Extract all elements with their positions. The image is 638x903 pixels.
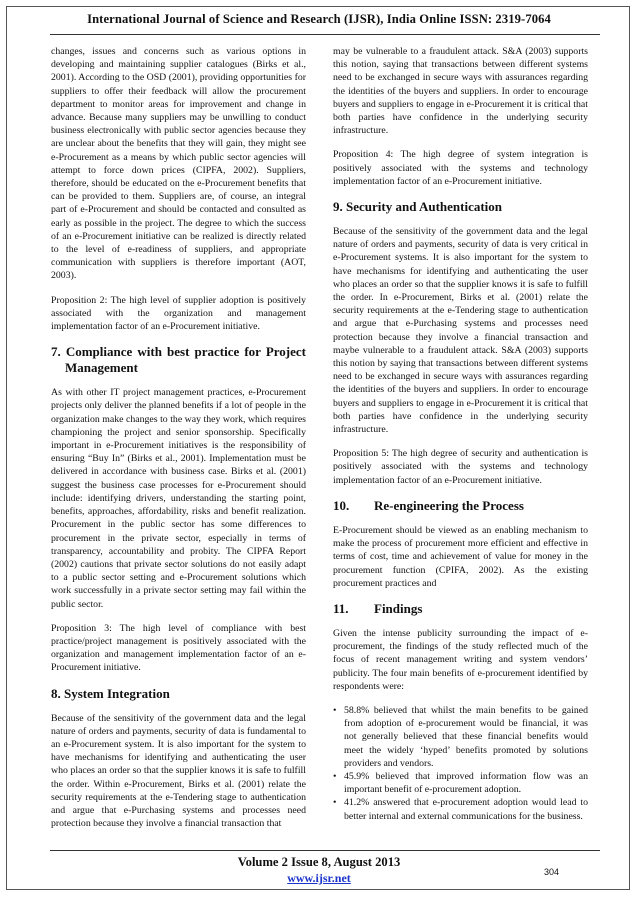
- section-7-paragraph: As with other IT project management practices, e-Procurement projects only deliver the planned benefits if a lot of people in the organization make changes to the way they work, which requires championing the project and senior sponsorship. Specifically important in e-Procurement initiatives is the responsibility of ensuring “Buy In” (Birks et al., 2001). Implementation must be delivered in accordance with business case. Birks et al. (2001) suggest the business case processes for e-Procurement should include: identifying drivers, understanding the starting point, benefits, approaches, affordability, risks and benefit realization. Procurement in the public sector has some differences to procurement in the private sector, especially in terms of transparency, accountability and probity. The CIPFA Report (2002) cautions that private sector solutions do not easily adapt to a public sector setting and e-Procurement solutions which work successfully in a private sector setting may fail within the public sector.: [51, 387, 306, 610]
- proposition-4: Proposition 4: The high degree of system integration is positively associated with the systems and technology implementation factor of an e-Procurement initiative.: [333, 149, 588, 187]
- list-item: • 45.9% believed that improved information flow was an important benefit of e-procurement adoption.: [333, 770, 588, 796]
- journal-header: International Journal of Science and Research (IJSR), India Online ISSN: 2319-7064: [87, 12, 551, 26]
- bullet-icon: •: [333, 797, 337, 809]
- section-11-title: Findings: [374, 600, 423, 616]
- proposition-2: Proposition 2: The high level of supplier adoption is positively associated with the organization and management implementation factor of an e-Procurement initiative.: [51, 294, 306, 333]
- section-9-heading: 9. Security and Authentication: [333, 199, 503, 215]
- left-column: [51, 45, 306, 841]
- header-rule: [50, 34, 600, 35]
- bullet-icon: •: [333, 770, 337, 782]
- list-item: • 41.2% answered that e-procurement adoption would lead to better internal and external communications for the business.: [333, 797, 588, 822]
- findings-list: [333, 704, 588, 823]
- page-number: 304: [544, 867, 560, 877]
- section-10-number: 10.: [333, 497, 350, 513]
- list-item: • 58.8% believed that whilst the main benefits to be gained from adoption of e-procurement would be financial, it was not generally believed that these financial benefits would meet the widely ‘hyped’ benefits promoted by solutions providers and vendors.: [333, 704, 588, 769]
- section-7-heading: 7. Compliance with best practice for Project Management: [51, 344, 306, 376]
- section-10-heading: [333, 498, 588, 514]
- section-8-paragraph: Because of the sensitivity of the government data and the legal nature of orders and payments, security of data is fundamental to an e-Procurement system. It is also important for the system to have mechanisms for identifying and authenticating the user who places an order so that the supplier knows it is safe to fulfill the order. Within e-Procurement, Birks et al. (2001) relate the security requirements at the e-Tendering stage to authentication and argue that e-Purchasing systems and processes need protection because they involve a financial transaction that: [51, 712, 306, 830]
- bullet-icon: •: [333, 704, 337, 716]
- footer-rule: [50, 850, 600, 851]
- left-paragraph-1: changes, issues and concerns such as various options in developing and maintaining supplier catalogues (Birks et al., 2001). According to the OSD (2001), providing opportunities for suppliers to offer their feedback will allow the procurement department to monitor areas for improvement and change in advance. Because many suppliers may be unwilling to conduct business electronically with public sector agencies because they are unclear about the benefits that they will gain, they might see e-Procurement as a means by which public sector agencies will attempt to force down prices (CIPFA, 2002). Suppliers, therefore, should be educated on the e-Procurement benefits that can be provided to them. Suppliers are, of course, an integral part of e-Procurement and should be contacted and consulted as early as possible in the project. The degree to which the success of an e-Procurement initiative can be realized is directly related to the level of e-readiness of suppliers, and appropriate communication with suppliers is therefore important (AOT, 2003).: [51, 46, 306, 282]
- section-11-paragraph: Given the intense publicity surrounding the impact of e-procurement, the findings of the study reflected much of the focus of recent management writing and system vendors’ publicity. The four main benefits of e-procurement identified by respondents were:: [333, 627, 588, 692]
- right-column: [333, 45, 588, 823]
- section-10-paragraph: E-Procurement should be viewed as an enabling mechanism to make the process of procurement more efficient and effective in terms of cost, time and achievement of value for money in the procurement function (CPIFA, 2002). As the existing procurement practices and: [333, 524, 588, 589]
- proposition-5: Proposition 5: The high degree of security and authentication is positively associated with the systems and technology implementation factor of an e-Procurement initiative.: [333, 448, 588, 486]
- section-8-heading: 8. System Integration: [51, 685, 170, 701]
- section-10-title: Re-engineering the Process: [374, 497, 524, 513]
- section-11-number: 11.: [333, 600, 349, 616]
- section-9-paragraph: Because of the sensitivity of the government data and the legal nature of orders and payments, security of data is very critical in e-Procurement systems. It is also important for the system to have mechanisms for identifying and authenticating the user who places an order so that the supplier knows it is safe to fulfill the order. In e-Procurement, Birks et al. (2001) relate the security requirements at the e-Tendering stage to authentication and argue that e-Purchasing systems and processes need protection because they involve a financial transaction and maybe vulnerable to a fraudulent attack. S&A (2003) supports this notion by saying that transactions between different systems need to be exchanged in secure ways with assurances regarding the identities of the buyers and suppliers. In order to encourage buyers and suppliers to engage in e-Procurement it is critical that both parties have confidence in the underlying security infrastructure.: [333, 226, 588, 436]
- footer-url-link[interactable]: www.ijsr.net: [287, 871, 351, 885]
- right-paragraph-1: may be vulnerable to a fraudulent attack. S&A (2003) supports this notion, saying that transactions between different systems need to be exchanged in secure ways with assurances regarding the identities of the buyers and suppliers. In order to encourage buyers and suppliers to engage in e-Procurement it is critical that both parties have confidence in the underlying security infrastructure.: [333, 46, 588, 137]
- footer-volume: Volume 2 Issue 8, August 2013: [237, 855, 401, 869]
- section-11-heading: [333, 601, 588, 617]
- proposition-3: Proposition 3: The high level of compliance with best practice/project management is positively associated with the organization and management implementation factor of an e-Procurement initiative.: [51, 622, 306, 674]
